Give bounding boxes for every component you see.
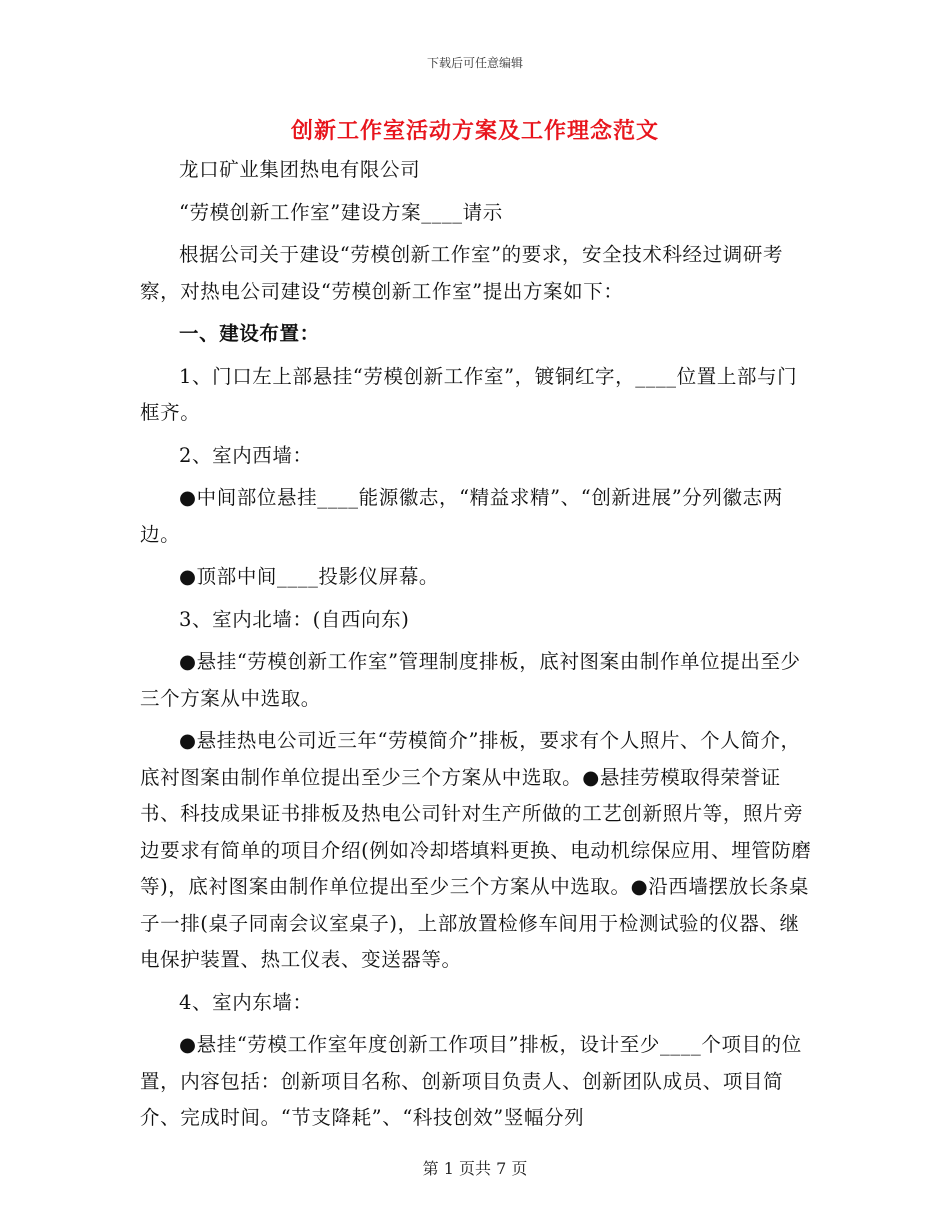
paragraph-bullet-east-1: ●悬挂“劳模工作室年度创新工作项目”排板，设计至少____个项目的位置，内容包括：创新项目名称、创新项目负责人、创新团队成员、项目简介、完成时间。“节支降耗”、“科技创效”竖幅分列 <box>140 1033 802 1129</box>
paragraph-bullet-north-1: ●悬挂“劳模创新工作室”管理制度排板，底衬图案由制作单位提出至少三个方案从中选取。 <box>140 650 801 710</box>
paragraph-bullet-west-1: ●中间部位悬挂____能源徽志，“精益求精”、“创新进展”分列徽志两边。 <box>140 486 783 546</box>
document-body <box>140 152 812 1143</box>
paragraph-intro: 根据公司关于建设“劳模创新工作室”的要求，安全技术科经过调研考察，对热电公司建设“劳模创新工作室”提出方案如下： <box>140 243 784 303</box>
paragraph-item-3: 3、室内北墙：(自西向东) <box>179 607 410 631</box>
paragraph-bullet-north-2: ●悬挂热电公司近三年“劳模简介”排板，要求有个人照片、个人简介，底衬图案由制作单位提出至少三个方案从中选取。●悬挂劳模取得荣誉证书、科技成果证书排板及热电公司针对生产所做的工艺创新照片等，照片旁边要求有简单的项目介绍(例如冷却塔填料更换、电动机综保应用、埋管防磨等)，底衬图案由制作单位提出至少三个方案从中选取。●沿西墙摆放长条桌子一排(桌子同南会议室桌子)，上部放置检修车间用于检测试验的仪器、继电保护装置、热工仪表、变送器等。 <box>140 729 812 971</box>
document-title: 创新工作室活动方案及工作理念范文 <box>290 119 659 144</box>
section-heading: 一、建设布置： <box>179 322 320 345</box>
page-number: 第 1 页共 7 页 <box>422 1159 528 1178</box>
paragraph-bullet-west-2: ●顶部中间____投影仪屏幕。 <box>179 565 440 588</box>
paragraph-item-4: 4、室内东墙： <box>179 990 313 1014</box>
paragraph-company: 龙口矿业集团热电有限公司 <box>179 158 421 181</box>
paragraph-item-1: 1、门口左上部悬挂“劳模创新工作室”，镀铜红字，____位置上部与门框齐。 <box>140 364 798 424</box>
header-note: 下载后可任意编辑 <box>426 56 523 70</box>
paragraph-subject: “劳模创新工作室”建设方案____请示 <box>179 200 503 224</box>
paragraph-item-2: 2、室内西墙： <box>179 443 313 467</box>
